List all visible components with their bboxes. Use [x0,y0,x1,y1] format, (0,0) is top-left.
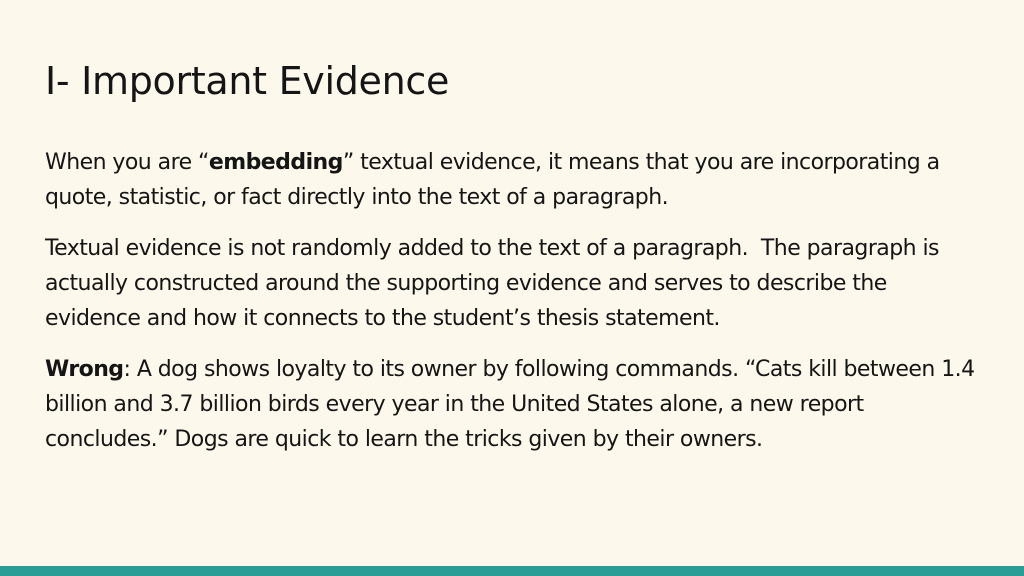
paragraph-wrong-example [45,352,985,457]
paragraph-text: ” textual evidence, it means that you are incorporating a quote, statistic, or fact directly into the text of a paragraph. [45,150,940,210]
bold-term-embedding: embedding [208,150,343,175]
paragraph-text: When you are “ [45,150,209,175]
paragraph-text: : A dog shows loyalty to its owner by following commands. “Cats kill between 1.4 billion and 3.7 billion birds every year in the United States alone, a new report concludes.” Dogs are quick to learn the tricks given by their owners. [45,357,975,452]
slide-title: I- Important Evidence [45,59,450,103]
accent-bar [0,566,1024,576]
paragraph-embedding-definition [45,145,985,215]
bold-label-wrong: Wrong [45,357,124,382]
paragraph-evidence-explanation: Textual evidence is not randomly added to the text of a paragraph. The paragraph is actually constructed around the supporting evidence and serves to describe the evidence and how it connects to the student’s thesis statement. [45,236,946,331]
slide-body [45,145,985,473]
